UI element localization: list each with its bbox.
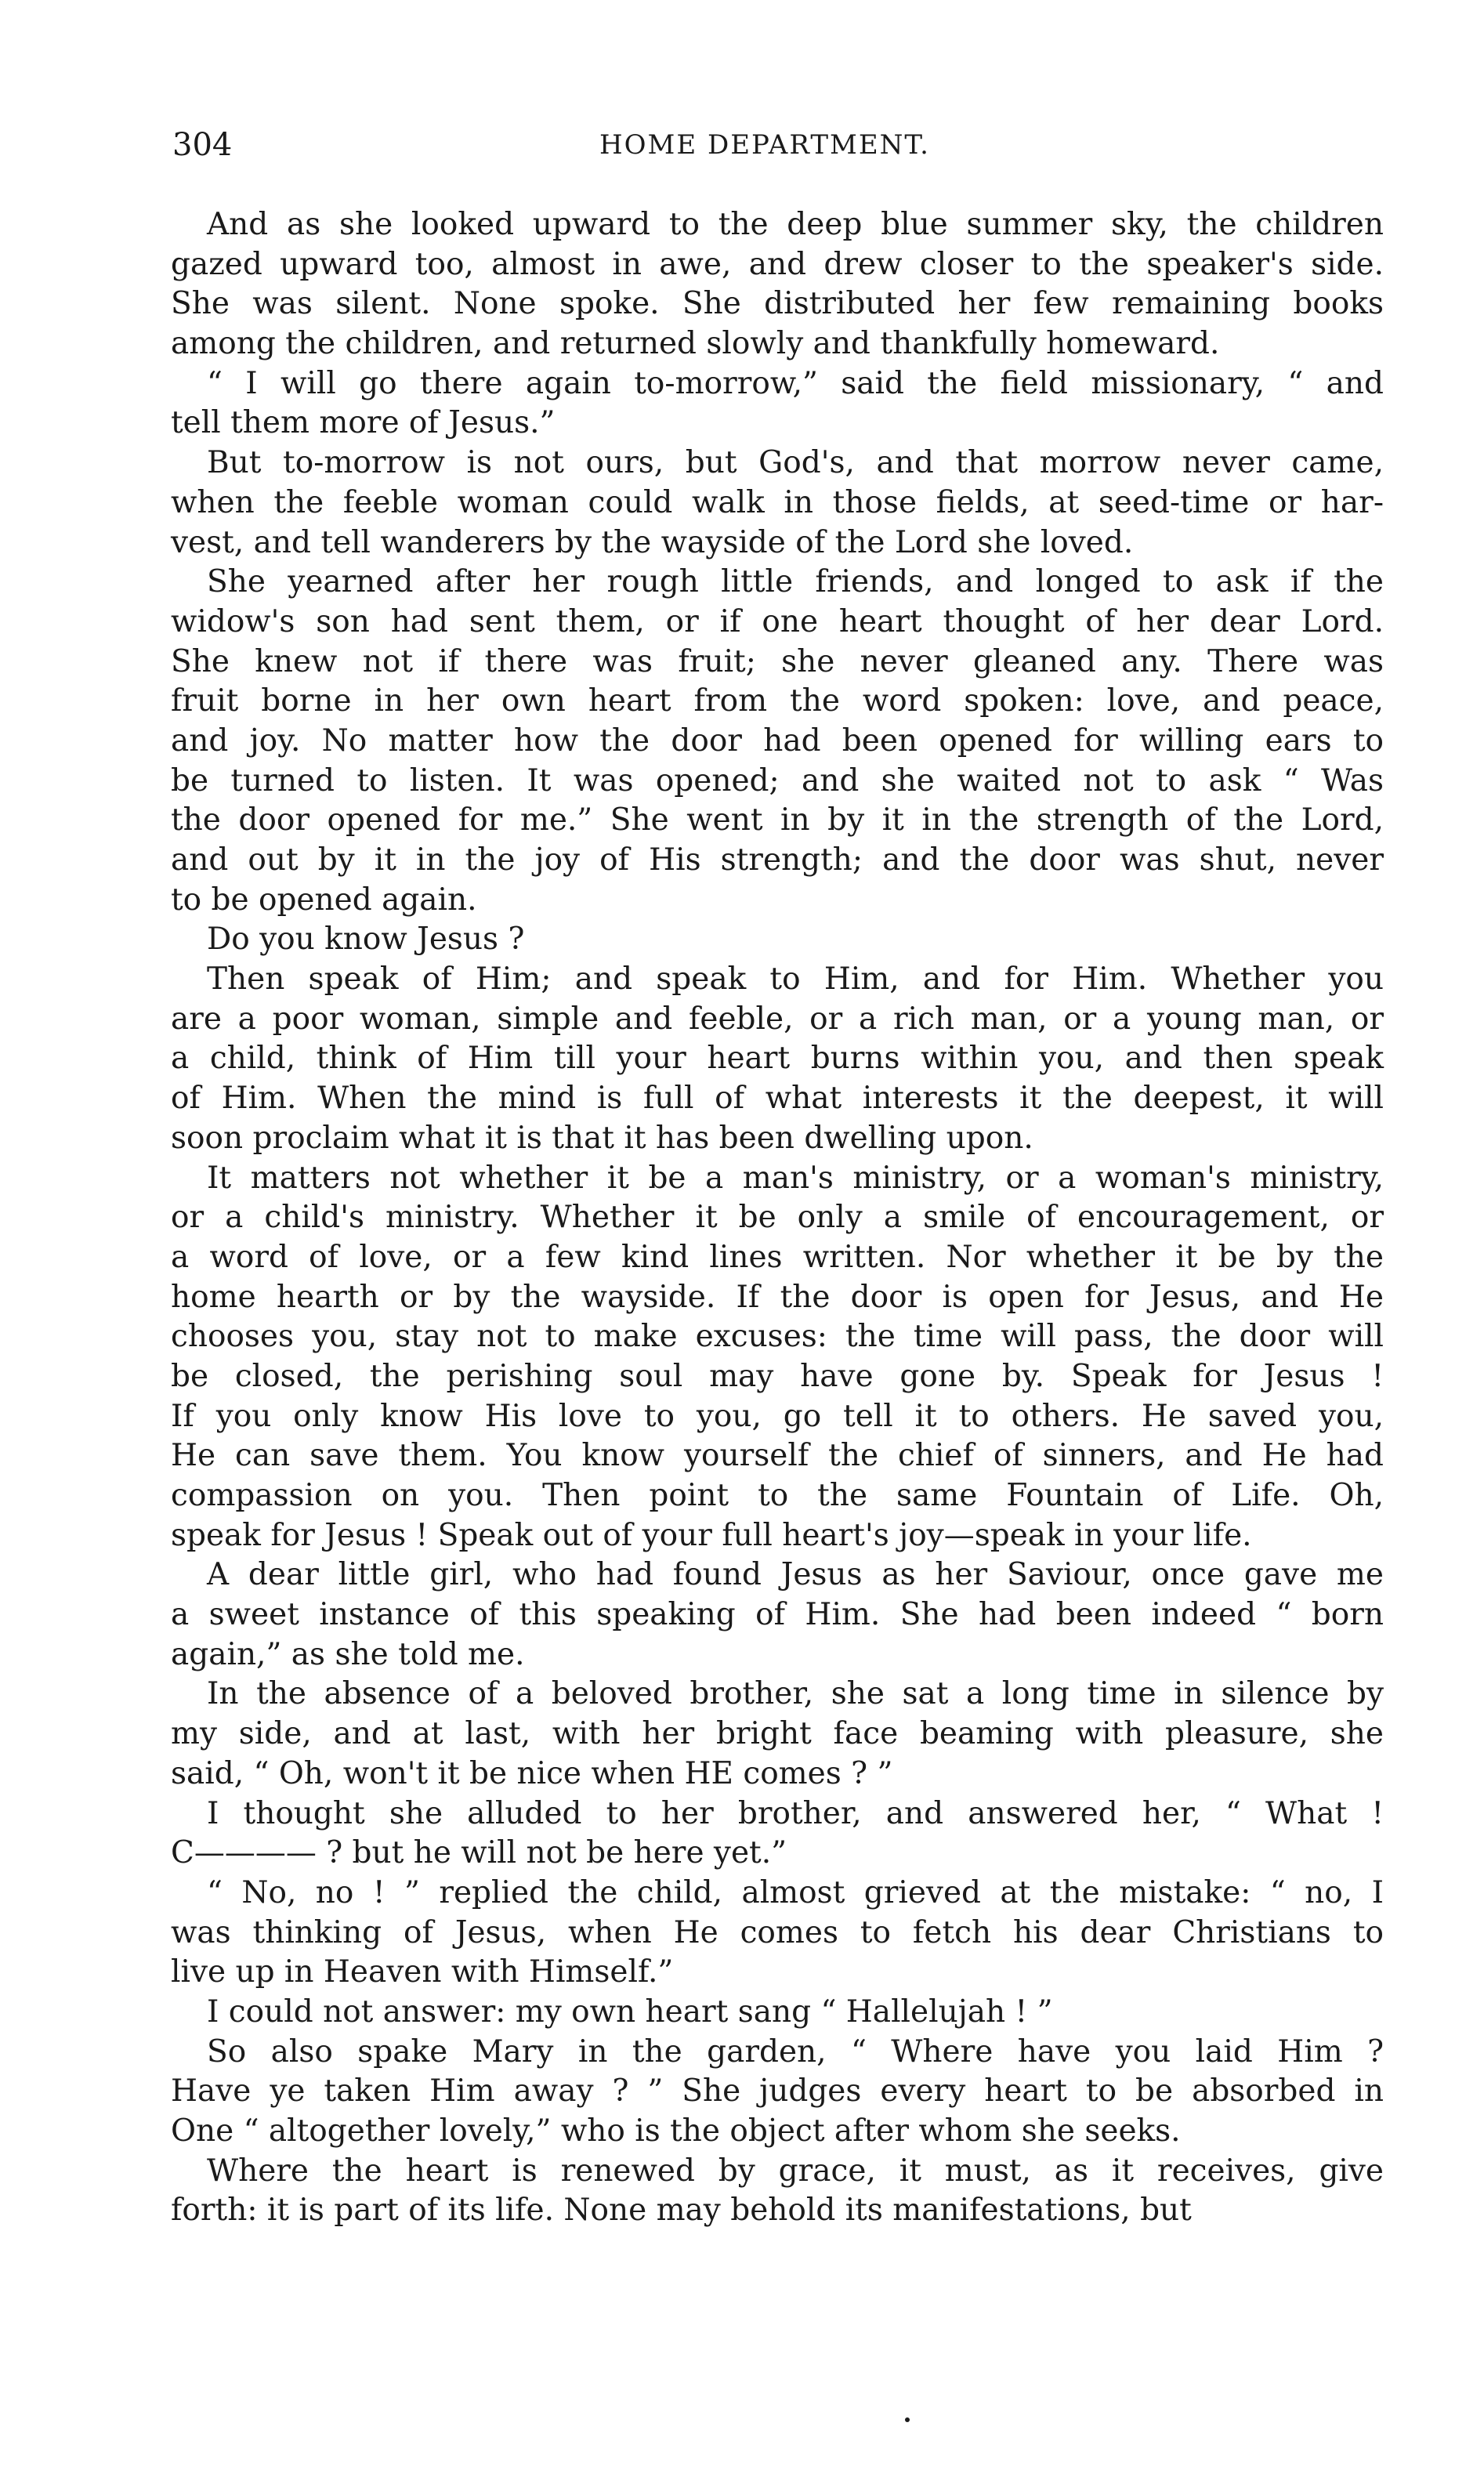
text-line: If you only know His love to you, go tell it to others. He saved you,: [171, 1398, 1384, 1434]
paragraph: [171, 960, 1384, 1158]
text-line: forth: it is part of its life. None may behold its manifestations, but: [171, 2193, 1192, 2229]
text-line: In the absence of a beloved brother, she sat a long time in silence by: [207, 1676, 1384, 1712]
text-line: She yearned after her rough little friends, and longed to ask if the: [207, 564, 1384, 600]
text-line: widow's son had sent them, or if one heart thought of her dear Lord.: [171, 603, 1384, 639]
text-line: speak for Jesus ! Speak out of your full heart's joy—speak in your life.: [171, 1517, 1252, 1553]
text-line: and out by it in the joy of His strength; and the door was shut, never: [171, 842, 1384, 878]
text-line: vest, and tell wanderers by the wayside of the Lord she loved.: [171, 524, 1134, 560]
text-line: She knew not if there was fruit; she never gleaned any. There was: [171, 643, 1384, 679]
text-line: live up in Heaven with Himself.”: [171, 1954, 674, 1990]
paragraph: [171, 364, 1384, 444]
text-line: She was silent. None spoke. She distributed her few remaining books: [171, 286, 1384, 322]
page-header: [172, 121, 1395, 168]
text-line: “ No, no ! ” replied the child, almost grieved at the mistake: “ no, I: [207, 1874, 1384, 1910]
text-line: a child, think of Him till your heart burns within you, and then speak: [171, 1041, 1384, 1077]
text-line: be turned to listen. It was opened; and she waited not to ask “ Was: [171, 762, 1384, 799]
text-line: are a poor woman, simple and feeble, or a rich man, or a young man, or: [171, 1001, 1384, 1037]
text-line: I could not answer: my own heart sang “ Hallelujah ! ”: [207, 1994, 1053, 2030]
paragraph: [171, 1159, 1384, 1556]
text-line: said, “ Oh, won't it be nice when HE comes ? ”: [171, 1755, 893, 1791]
text-line: a sweet instance of this speaking of Him. She had been indeed “ born: [171, 1597, 1384, 1633]
paragraph: [171, 444, 1384, 563]
text-line: So also spake Mary in the garden, “ Where have you laid Him ?: [207, 2033, 1384, 2070]
text-line: of Him. When the mind is full of what interests it the deepest, it will: [171, 1081, 1384, 1117]
text-line: fruit borne in her own heart from the word spoken: love, and peace,: [171, 683, 1384, 719]
text-line: the door opened for me.” She went in by it in the strength of the Lord,: [171, 802, 1384, 838]
paragraph: [171, 1794, 1384, 1874]
text-line: But to-morrow is not ours, but God's, and that morrow never came,: [207, 445, 1384, 481]
text-line: Where the heart is renewed by grace, it must, as it receives, give: [207, 2153, 1384, 2189]
text-line: Then speak of Him; and speak to Him, and for Him. Whether you: [207, 961, 1384, 998]
text-line: gazed upward too, almost in awe, and drew closer to the speaker's side.: [171, 246, 1384, 282]
text-line: chooses you, stay not to make excuses: the time will pass, the door will: [171, 1319, 1384, 1355]
printer-mark: [905, 2417, 910, 2422]
running-head: HOME DEPARTMENT.: [599, 129, 930, 161]
paragraph: [171, 1675, 1384, 1794]
paragraph: [171, 1555, 1384, 1675]
text-line: was thinking of Jesus, when He comes to fetch his dear Christians to: [171, 1914, 1384, 1950]
text-line: be closed, the perishing soul may have gone by. Speak for Jesus !: [171, 1358, 1384, 1394]
text-line: tell them more of Jesus.”: [171, 405, 556, 441]
paragraph: [171, 563, 1384, 920]
text-line: It matters not whether it be a man's ministry, or a woman's ministry,: [207, 1160, 1384, 1196]
paragraph: [171, 2033, 1384, 2152]
text-line: Have ye taken Him away ? ” She judges every heart to be absorbed in: [171, 2073, 1384, 2109]
text-line: or a child's ministry. Whether it be only a smile of encouragement, or: [171, 1200, 1384, 1236]
text-line: A dear little girl, who had found Jesus as her Saviour, once gave me: [207, 1557, 1384, 1593]
text-line: to be opened again.: [171, 882, 477, 918]
text-line: my side, and at last, with her bright face beaming with pleasure, she: [171, 1716, 1384, 1752]
paragraph: [171, 920, 1384, 960]
text-line: “ I will go there again to-morrow,” said the field missionary, “ and: [207, 365, 1384, 401]
text-line: He can save them. You know yourself the chief of sinners, and He had: [171, 1438, 1384, 1474]
paragraph: [171, 2152, 1384, 2231]
text-line: And as she looked upward to the deep blue summer sky, the children: [207, 207, 1384, 242]
body-text: [171, 205, 1384, 2231]
text-line: among the children, and returned slowly and thankfully homeward.: [171, 326, 1220, 362]
text-line: when the feeble woman could walk in those fields, at seed-time or har-: [171, 484, 1384, 520]
text-line: Do you know Jesus ?: [207, 922, 525, 958]
text-line: One “ altogether lovely,” who is the object after whom she seeks.: [171, 2113, 1181, 2149]
text-line: and joy. No matter how the door had been opened for willing ears to: [171, 722, 1384, 759]
text-line: C———— ? but he will not be here yet.”: [171, 1835, 787, 1871]
text-line: home hearth or by the wayside. If the door is open for Jesus, and He: [171, 1279, 1384, 1315]
text-line: soon proclaim what it is that it has been dwelling upon.: [171, 1120, 1033, 1156]
text-line: a word of love, or a few kind lines written. Nor whether it be by the: [171, 1239, 1384, 1275]
paragraph: [171, 1874, 1384, 1993]
paragraph: [171, 205, 1384, 364]
text-line: again,” as she told me.: [171, 1636, 525, 1672]
text-line: I thought she alluded to her brother, and answered her, “ What !: [207, 1795, 1384, 1831]
page-number: 304: [172, 127, 233, 163]
paragraph: [171, 1993, 1384, 2033]
text-line: compassion on you. Then point to the same Fountain of Life. Oh,: [171, 1478, 1384, 1513]
